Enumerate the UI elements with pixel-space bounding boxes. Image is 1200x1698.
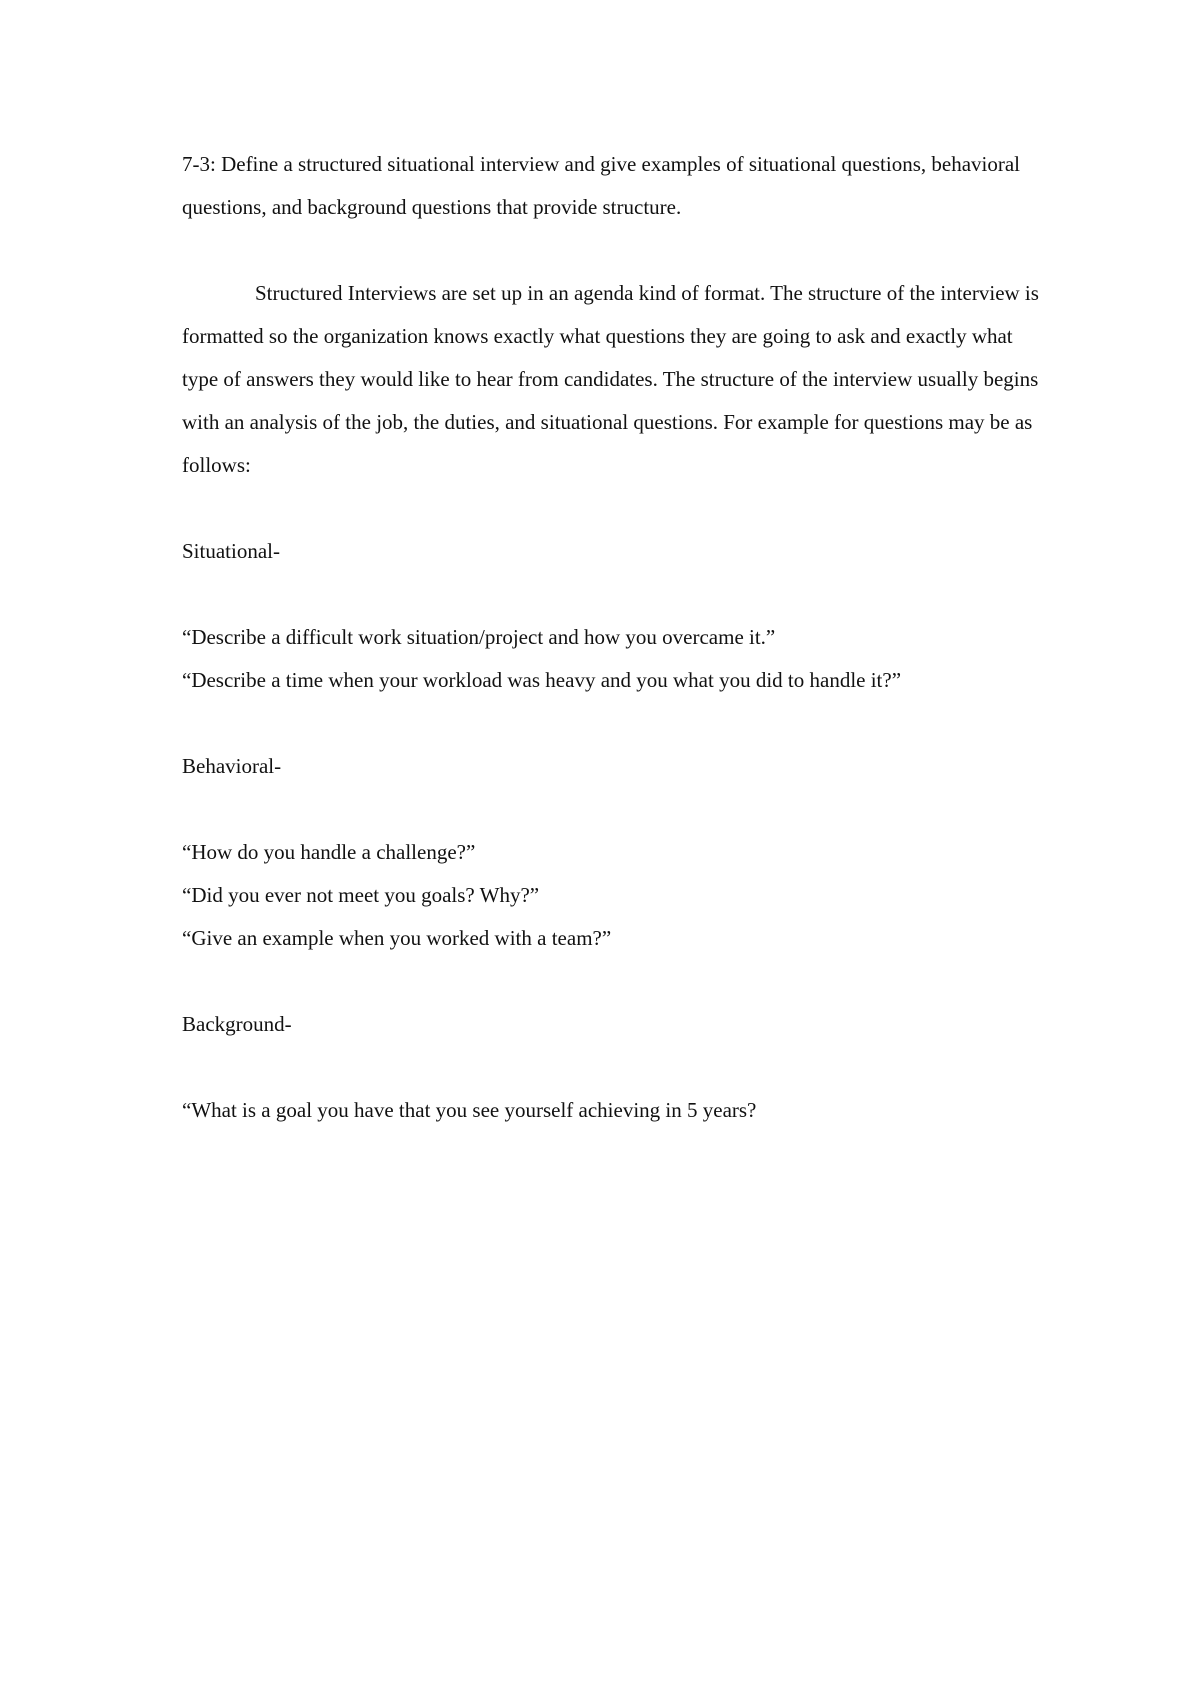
list-item: “Describe a difficult work situation/project and how you overcame it.” bbox=[182, 625, 776, 649]
background-questions-list bbox=[182, 1089, 1042, 1132]
list-item: “Did you ever not meet you goals? Why?” bbox=[182, 883, 540, 907]
behavioral-questions-list bbox=[182, 831, 1042, 960]
situational-questions-list bbox=[182, 616, 1042, 702]
list-item: “What is a goal you have that you see yourself achieving in 5 years? bbox=[182, 1098, 757, 1122]
assignment-question: 7-3: Define a structured situational interview and give examples of situational questions, behavioral questions, and background questions that provide structure. bbox=[182, 152, 1021, 219]
list-item: “How do you handle a challenge?” bbox=[182, 840, 476, 864]
body-paragraph: Structured Interviews are set up in an agenda kind of format. The structure of the interview is formatted so the organization knows exactly what questions they are going to ask and exactly what type of answers they would like to hear from candidates. The structure of the interview usually begins with an analysis of the job, the duties, and situational questions. For example for questions may be as follows: bbox=[182, 281, 1039, 477]
section-heading-background: Background- bbox=[182, 1012, 292, 1036]
section-heading-situational: Situational- bbox=[182, 539, 280, 563]
document-content bbox=[182, 143, 1042, 1175]
section-heading-behavioral: Behavioral- bbox=[182, 754, 282, 778]
list-item: “Describe a time when your workload was heavy and you what you did to handle it?” bbox=[182, 668, 902, 692]
list-item: “Give an example when you worked with a team?” bbox=[182, 926, 612, 950]
